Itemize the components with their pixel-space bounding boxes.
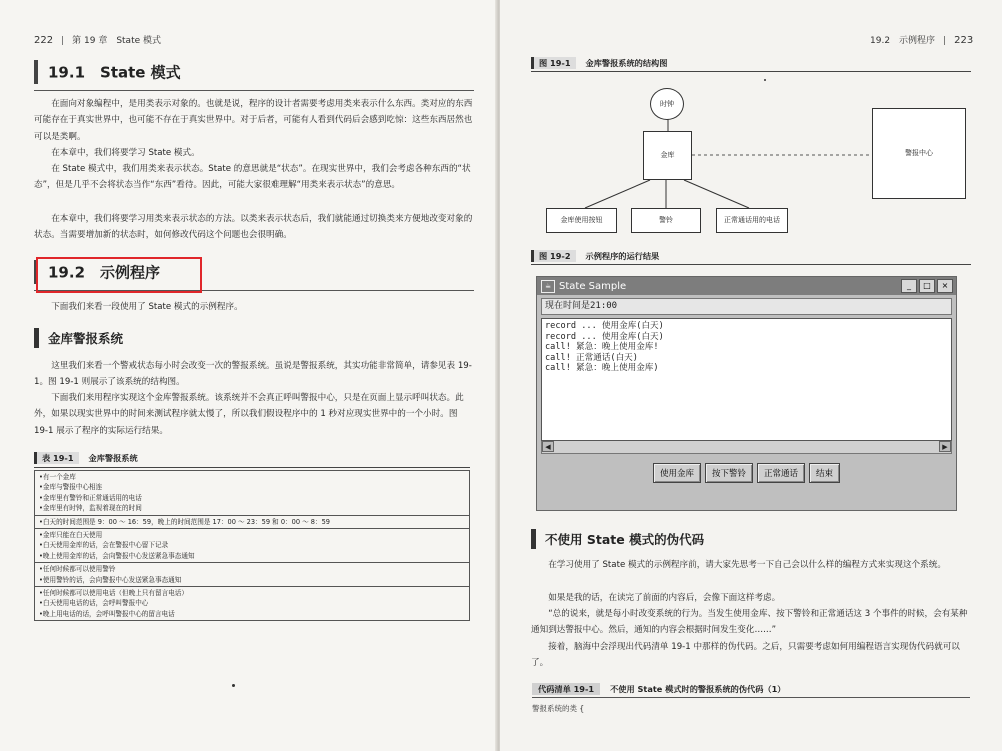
figure-19-1-caption: 图 19-1 金库警报系统的结构图 bbox=[531, 58, 971, 72]
vault-node: 金库 bbox=[643, 131, 692, 180]
paragraph: “总的说来，就是每小时改变系统的行为。当发生使用金库、按下警铃和正常通话这 3 个事件的时候，会有某种通知到达警报中心。然后，通知的内容会根据时间发生变化……” bbox=[531, 609, 968, 636]
right-page-number: 223 bbox=[954, 35, 974, 46]
table-row: •有一个金库 •金库与警报中心相连 •金库里有警铃和正常通话用的电话 •金库里有时钟，监视着现在的时间 bbox=[35, 471, 470, 516]
code-listing-caption: 代码清单 19-1 不使用 State 模式时的警报系统的伪代码（1） bbox=[532, 684, 970, 698]
alarm-center-node: 警报中心 bbox=[872, 108, 966, 199]
close-icon[interactable]: × bbox=[937, 279, 953, 293]
section-name: 19.2 示例程序 bbox=[870, 36, 936, 46]
vault-use-button-node: 金库使用按钮 bbox=[546, 208, 617, 233]
clock-node: 时钟 bbox=[650, 88, 684, 120]
button-bar bbox=[537, 463, 956, 483]
paragraph: 这里我们来看一个警戒状态每小时会改变一次的警报系统。虽说是警报系统，其实功能非常简单，请参见表 19-1。图 19-1 则展示了该系统的结构图。 bbox=[34, 361, 472, 388]
paragraph: 在本章中，我们将要学习用类来表示状态的方法。以类来表示状态后，我们就能通过切换类来方便地改变对象的状态。当需要增加新的状态时，如何修改代码这个问题也会很明确。 bbox=[34, 214, 473, 241]
paragraph: 在学习使用了 State 模式的示例程序前，请大家先思考一下自己会以什么样的编程方式来实现这个系统。 bbox=[548, 560, 946, 570]
chapter-title: 第 19 章 State 模式 bbox=[72, 36, 161, 46]
heading-marker bbox=[531, 529, 536, 549]
log-line: call! 紧急：晚上使用金库) bbox=[545, 363, 659, 373]
speck bbox=[764, 79, 766, 81]
left-running-header: 222 | 第 19 章 State 模式 bbox=[34, 35, 161, 46]
left-page-number: 222 bbox=[34, 35, 54, 46]
paragraph: 在 State 模式中，我们用类来表示状态。State 的意思就是“状态”。在现实世界中，我们会考虑各种东西的“状态”，但是几乎不会将状态当作“东西”看待。因此，可能大家很难理解“用类来表示状态”的意思。 bbox=[34, 164, 471, 191]
subsection-heading: 金库警报系统 bbox=[34, 328, 123, 348]
paragraph: 如果是我的话，在读完了前面的内容后，会像下面这样考虑。 bbox=[548, 593, 781, 603]
section-19-2-heading: 19.2 示例程序 bbox=[34, 260, 474, 291]
table-row: •白天的时间范围是 9：00 ～ 16：59，晚上的时间范围是 17：00 ～ 23：59 和 0：00 ～ 8：59 bbox=[35, 515, 470, 528]
horizontal-scrollbar[interactable] bbox=[541, 441, 952, 454]
window-controls bbox=[901, 279, 953, 293]
table-row: •任何时候都可以使用警铃 •使用警铃的话，会向警报中心发送紧急事态通知 bbox=[35, 563, 470, 587]
log-line: call! 紧急：晚上使用金库! bbox=[545, 342, 659, 352]
scroll-right-icon[interactable]: ▶ bbox=[939, 441, 951, 452]
table-row: •任何时候都可以使用电话（但晚上只有留言电话） •白天使用电话的话，会呼叫警报中心 •晚上用电话的话，会呼叫警报中心的留言电话 bbox=[35, 587, 470, 621]
log-line: record ... 使用金库(白天) bbox=[545, 331, 664, 342]
code-first-line: 警报系统的类 { bbox=[532, 704, 585, 713]
section-19-1-heading: 19.1 State 模式 bbox=[34, 60, 474, 91]
paragraph: 在面向对象编程中，是用类表示对象的。也就是说，程序的设计者需要考虑用类来表示什么东西。类对应的东西可能存在于真实世界中，也可能不存在于真实世界中。对于后者，可能有人看到代码后会感到吃惊：这些东西居然也可以是类啊。 bbox=[34, 99, 473, 142]
log-line: call! 正常通话(白天) bbox=[545, 352, 638, 363]
use-vault-button[interactable]: 使用金库 bbox=[653, 463, 701, 483]
log-textarea[interactable] bbox=[541, 318, 952, 441]
bell-node: 警铃 bbox=[631, 208, 701, 233]
time-field[interactable]: 现在时间是21:00 bbox=[541, 298, 952, 315]
pseudocode-section-heading: 不使用 State 模式的伪代码 bbox=[531, 529, 704, 549]
app-icon: ☕ bbox=[541, 280, 555, 293]
paragraph: 在本章中，我们将要学习 State 模式。 bbox=[51, 148, 200, 158]
window-titlebar[interactable] bbox=[537, 277, 956, 295]
paragraph: 下面我们来用程序实现这个金库警报系统。该系统并不会真正呼叫警报中心，只是在页面上显示呼叫状态。此外，如果以现实世界中的时间来测试程序就太慢了，所以我们假设程序中的 1 秒对应现实世界中的一个小时。图 19-1 展示了程序的实际运行结果。 bbox=[34, 393, 464, 436]
window-title: State Sample bbox=[559, 280, 627, 292]
paragraph: 下面我们来看一段使用了 State 模式的示例程序。 bbox=[51, 302, 243, 312]
phone-node: 正常通话用的电话 bbox=[716, 208, 788, 233]
paragraph: 接着，脑海中会浮现出代码清单 19-1 中那样的伪代码。之后，只需要考虑如何用编程语言实现伪代码就可以了。 bbox=[531, 642, 960, 669]
table-caption: 表 19-1 金库警报系统 bbox=[34, 453, 470, 468]
figure-19-2-caption: 图 19-2 示例程序的运行结果 bbox=[531, 251, 971, 265]
exit-button[interactable]: 结束 bbox=[809, 463, 840, 483]
normal-call-button[interactable]: 正常通话 bbox=[757, 463, 805, 483]
state-sample-window bbox=[536, 276, 957, 511]
scroll-left-icon[interactable]: ◀ bbox=[542, 441, 554, 452]
minimize-icon[interactable]: _ bbox=[901, 279, 917, 293]
log-line: record ... 使用金库(白天) bbox=[545, 321, 664, 331]
right-running-header: 19.2 示例程序 | 223 bbox=[870, 35, 974, 46]
table-row: •金库只能在白天使用 •白天使用金库的话，会在警报中心留下记录 •晚上使用金库的话，会向警报中心发送紧急事态通知 bbox=[35, 529, 470, 563]
maximize-icon[interactable]: □ bbox=[919, 279, 935, 293]
press-bell-button[interactable]: 按下警铃 bbox=[705, 463, 753, 483]
